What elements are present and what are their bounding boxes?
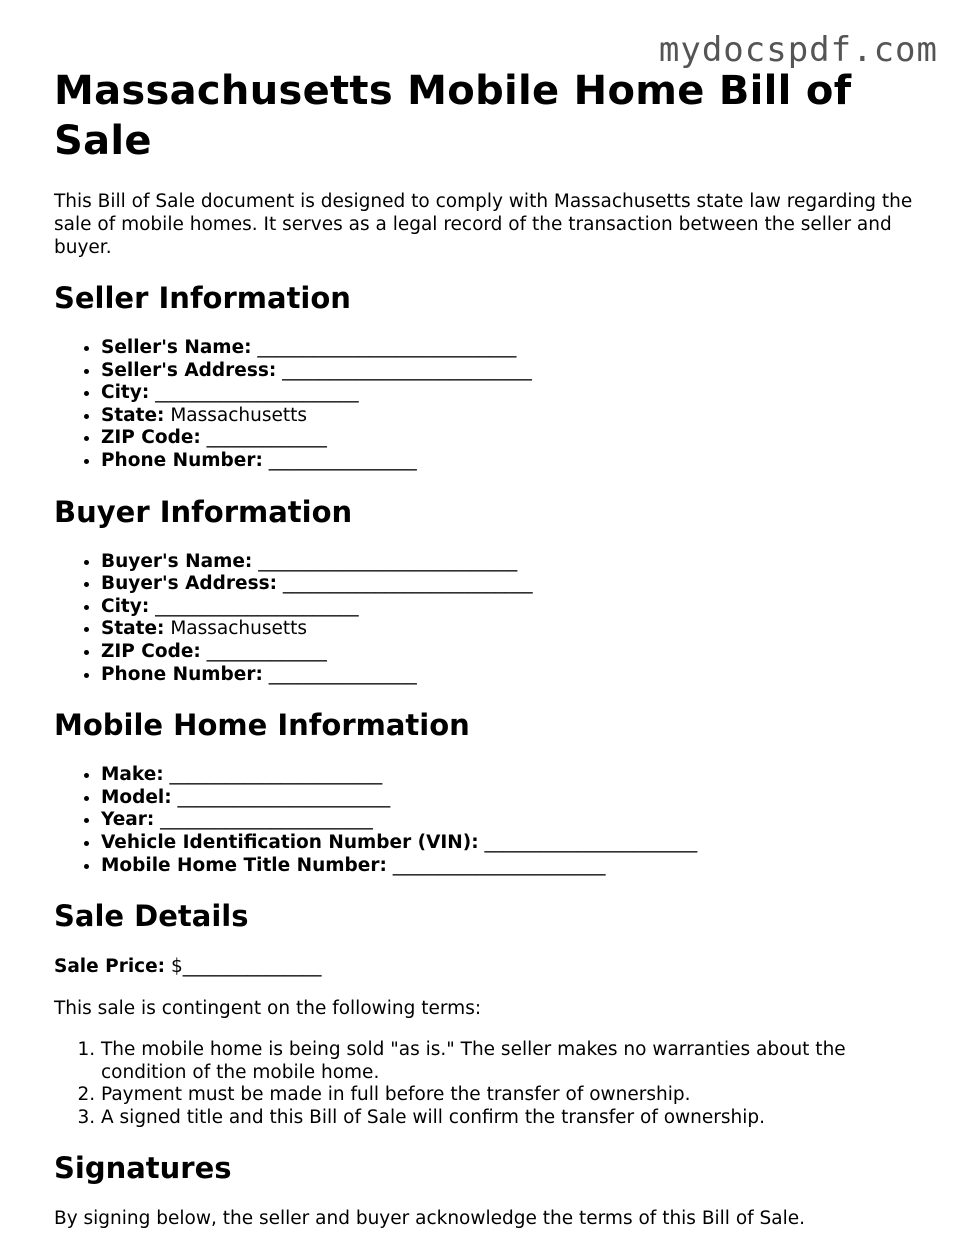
field-value: _______________________	[177, 786, 391, 808]
buyer-fields	[54, 551, 914, 687]
field-label: ZIP Code:	[101, 640, 201, 662]
seller-address-field[interactable]	[101, 360, 914, 383]
watermark: mydocspdf.com	[658, 30, 938, 70]
seller-phone-field[interactable]	[101, 450, 914, 473]
sale-price-field[interactable]	[54, 955, 914, 978]
field-label: Seller's Address:	[101, 359, 277, 381]
buyer-name-field[interactable]	[101, 551, 914, 574]
field-value: ___________________________	[282, 573, 533, 595]
field-value: _______________________	[169, 764, 383, 786]
field-label: Make:	[101, 764, 164, 786]
field-label: City:	[101, 382, 150, 404]
field-value: ____________________________	[258, 550, 518, 572]
field-label: ZIP Code:	[101, 427, 201, 449]
field-label: Seller's Name:	[101, 337, 252, 358]
term-item: 2. Payment must be made in full before the transfer of ownership.	[101, 1084, 914, 1107]
field-label: Phone Number:	[101, 449, 263, 471]
field-value: _______________________	[160, 809, 373, 831]
terms-list	[54, 1039, 914, 1129]
document-page	[54, 66, 914, 1249]
buyer-state-field	[101, 618, 914, 641]
vin-field[interactable]	[101, 832, 914, 855]
field-value: Massachusetts	[170, 404, 308, 426]
terms-intro: This sale is contingent on the following terms:	[54, 998, 482, 1020]
field-value: _______________________	[392, 854, 606, 876]
field-value: ________________	[268, 663, 417, 685]
term-item: 3. A signed title and this Bill of Sale will confirm the transfer of ownership.	[101, 1107, 914, 1130]
mobile-home-fields	[54, 764, 914, 877]
field-value: _____________	[206, 427, 327, 449]
field-label: Year:	[101, 809, 155, 831]
buyer-zip-field[interactable]	[101, 641, 914, 664]
field-label: City:	[101, 595, 150, 617]
field-label: Phone Number:	[101, 663, 263, 685]
seller-name-field[interactable]	[101, 337, 914, 360]
sale-price-label: Sale Price:	[54, 956, 166, 978]
field-label: Buyer's Address:	[101, 573, 278, 595]
sale-price-value: $_______________	[170, 956, 322, 978]
seller-heading: Seller Information	[54, 281, 351, 315]
title-number-field[interactable]	[101, 855, 914, 878]
field-label: Buyer's Name:	[101, 550, 253, 572]
signatures-text: By signing below, the seller and buyer acknowledge the terms of this Bill of Sale.	[54, 1208, 806, 1230]
field-value: _____________	[206, 640, 327, 662]
seller-zip-field[interactable]	[101, 427, 914, 450]
signatures-heading: Signatures	[54, 1151, 232, 1186]
buyer-city-field[interactable]	[101, 596, 914, 619]
year-field[interactable]	[101, 809, 914, 832]
field-value: Massachusetts	[170, 618, 308, 640]
field-value: ________________	[268, 449, 417, 471]
field-value: _______________________	[484, 831, 698, 853]
buyer-address-field[interactable]	[101, 573, 914, 596]
seller-fields	[54, 337, 914, 473]
make-field[interactable]	[101, 764, 914, 787]
page-title: Massachusetts Mobile Home Bill of Sale	[54, 68, 852, 164]
buyer-phone-field[interactable]	[101, 664, 914, 687]
model-field[interactable]	[101, 787, 914, 810]
field-value: ____________________________	[257, 337, 517, 358]
sale-details-heading: Sale Details	[54, 899, 249, 934]
field-label: State:	[101, 618, 165, 640]
mobile-home-heading: Mobile Home Information	[54, 708, 470, 743]
intro-paragraph: This Bill of Sale document is designed to comply with Massachusetts state law regarding the sale of mobile homes. It serves as a legal record of the transaction between the seller and buyer.	[54, 191, 913, 258]
buyer-heading: Buyer Information	[54, 494, 353, 529]
field-label: Model:	[101, 786, 172, 808]
field-label: Mobile Home Title Number:	[101, 854, 387, 876]
field-value: ______________________	[155, 595, 359, 617]
field-value: ______________________	[155, 382, 359, 404]
term-item: 1. The mobile home is being sold "as is." The seller makes no warranties about the condition of the mobile home.	[101, 1039, 914, 1084]
seller-state-field	[101, 405, 914, 428]
field-label: Vehicle Identification Number (VIN):	[101, 831, 479, 853]
seller-city-field[interactable]	[101, 382, 914, 405]
field-value: ___________________________	[282, 359, 532, 381]
field-label: State:	[101, 404, 165, 426]
